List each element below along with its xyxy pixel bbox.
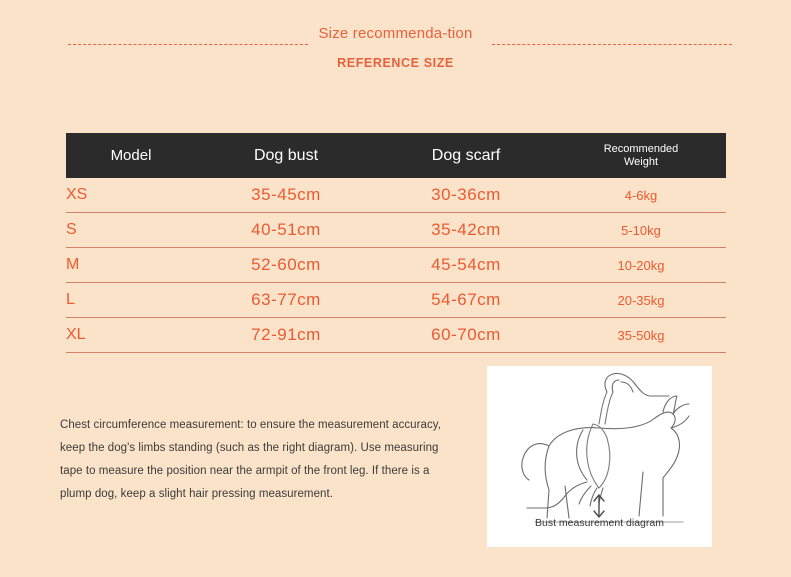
cell-weight: 5-10kg — [556, 213, 726, 248]
cell-bust: 63-77cm — [196, 283, 376, 318]
cell-model: XL — [66, 318, 196, 353]
decorative-dashed-line-right — [492, 44, 732, 45]
page-subtitle: REFERENCE SIZE — [337, 56, 454, 70]
measurement-note: Chest circumference measurement: to ensure the measurement accuracy, keep the dog's limbs standing (such as the right diagram). Use measuring tape to measure the position near the armpit of the front leg. If there is a plump dog, keep a slight hair pressing measurement. — [60, 419, 441, 500]
table-row — [66, 318, 726, 353]
decorative-dashed-line-left — [68, 44, 308, 45]
size-table-head — [66, 133, 726, 178]
cell-scarf: 35-42cm — [376, 213, 556, 248]
cell-scarf: 45-54cm — [376, 248, 556, 283]
size-table — [66, 133, 726, 353]
cell-model: M — [66, 248, 196, 283]
cell-bust: 72-91cm — [196, 318, 376, 353]
table-row — [66, 283, 726, 318]
table-row — [66, 248, 726, 283]
illustration-caption: Bust measurement diagram — [535, 517, 664, 529]
column-header-model: Model — [66, 133, 196, 178]
cell-model: L — [66, 283, 196, 318]
size-table-body — [66, 178, 726, 353]
column-header-dog-scarf: Dog scarf — [376, 133, 556, 178]
cell-model: S — [66, 213, 196, 248]
table-row — [66, 213, 726, 248]
header — [0, 24, 791, 80]
cell-weight: 35-50kg — [556, 318, 726, 353]
size-table-wrapper — [66, 133, 726, 353]
cell-weight: 4-6kg — [556, 178, 726, 213]
column-header-weight-line2: Weight — [623, 155, 659, 168]
column-header-dog-bust: Dog bust — [196, 133, 376, 178]
cell-bust: 52-60cm — [196, 248, 376, 283]
cell-bust: 40-51cm — [196, 213, 376, 248]
cell-scarf: 30-36cm — [376, 178, 556, 213]
table-row — [66, 178, 726, 213]
cell-scarf: 54-67cm — [376, 283, 556, 318]
column-header-weight-line1: Recommended — [603, 142, 679, 155]
cell-weight: 10-20kg — [556, 248, 726, 283]
cell-bust: 35-45cm — [196, 178, 376, 213]
cell-scarf: 60-70cm — [376, 318, 556, 353]
table-header-row — [66, 133, 726, 178]
bust-measurement-illustration — [487, 366, 712, 547]
cell-weight: 20-35kg — [556, 283, 726, 318]
column-header-recommended-weight — [556, 133, 726, 178]
cell-model: XS — [66, 178, 196, 213]
page-title: Size recommenda-tion — [318, 25, 473, 42]
